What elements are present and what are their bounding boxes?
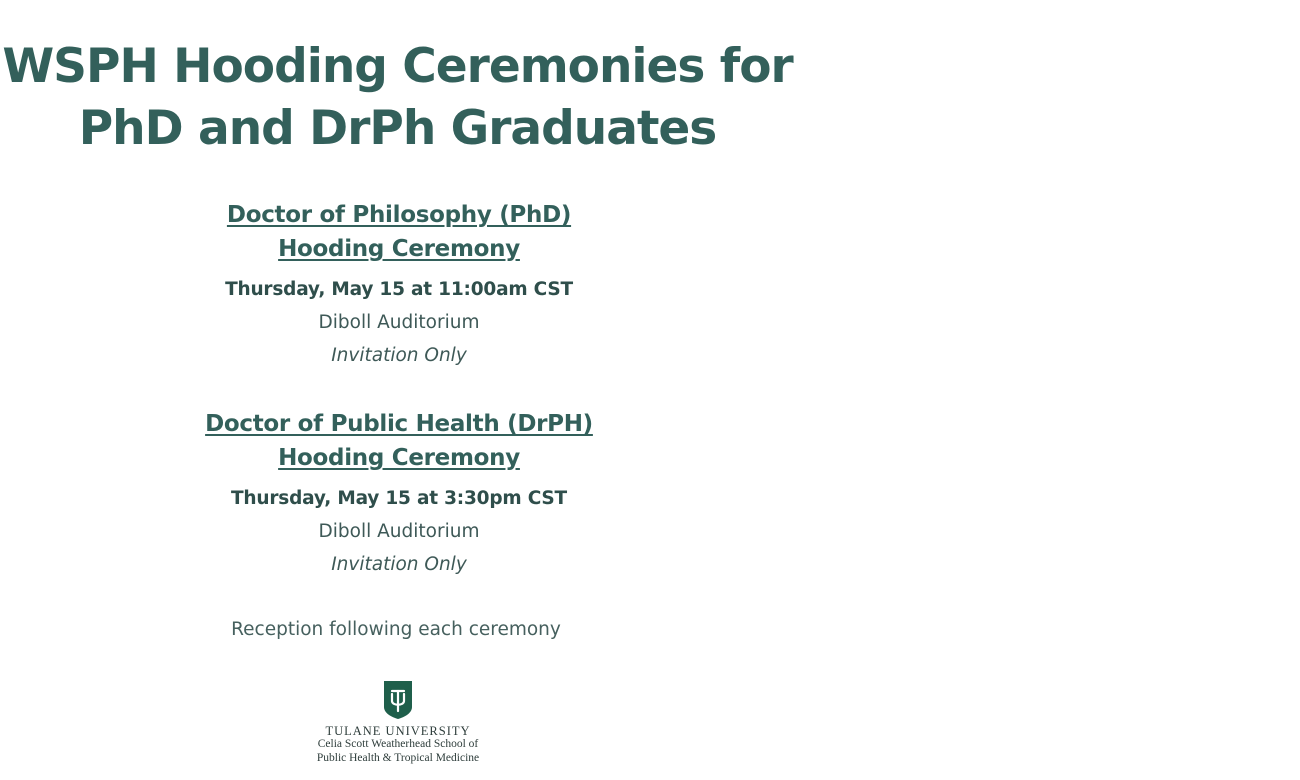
page-title-line-2: PhD and DrPh Graduates [78, 101, 717, 156]
drph-ceremony-heading-line-2: Hooding Ceremony [278, 445, 520, 471]
phd-ceremony-heading-line-1: Doctor of Philosophy (PhD) [226, 202, 572, 228]
drph-ceremony-datetime: Thursday, May 15 at 3:30pm CST [231, 488, 567, 509]
reception-note: Reception following each ceremony [231, 619, 561, 640]
phd-ceremony-note: Invitation Only [331, 345, 467, 366]
phd-ceremony-datetime: Thursday, May 15 at 11:00am CST [225, 279, 573, 300]
drph-ceremony-block [0, 407, 798, 581]
drph-ceremony-note: Invitation Only [331, 554, 467, 575]
school-name-line-2: Public Health & Tropical Medicine [316, 751, 480, 764]
school-name-line-1: Celia Scott Weatherhead School of [317, 738, 479, 750]
tulane-logo [300, 680, 496, 765]
drph-ceremony-heading-line-1: Doctor of Public Health (DrPH) [205, 411, 593, 437]
drph-ceremony-location: Diboll Auditorium [318, 521, 480, 542]
page-title-line-1: WSPH Hooding Ceremonies for [2, 39, 793, 94]
phd-ceremony-block [0, 198, 798, 372]
tulane-shield-icon [383, 680, 413, 720]
phd-ceremony-location: Diboll Auditorium [318, 312, 480, 333]
university-name: TULANE UNIVERSITY [325, 724, 471, 738]
phd-ceremony-heading-line-2: Hooding Ceremony [278, 236, 520, 262]
